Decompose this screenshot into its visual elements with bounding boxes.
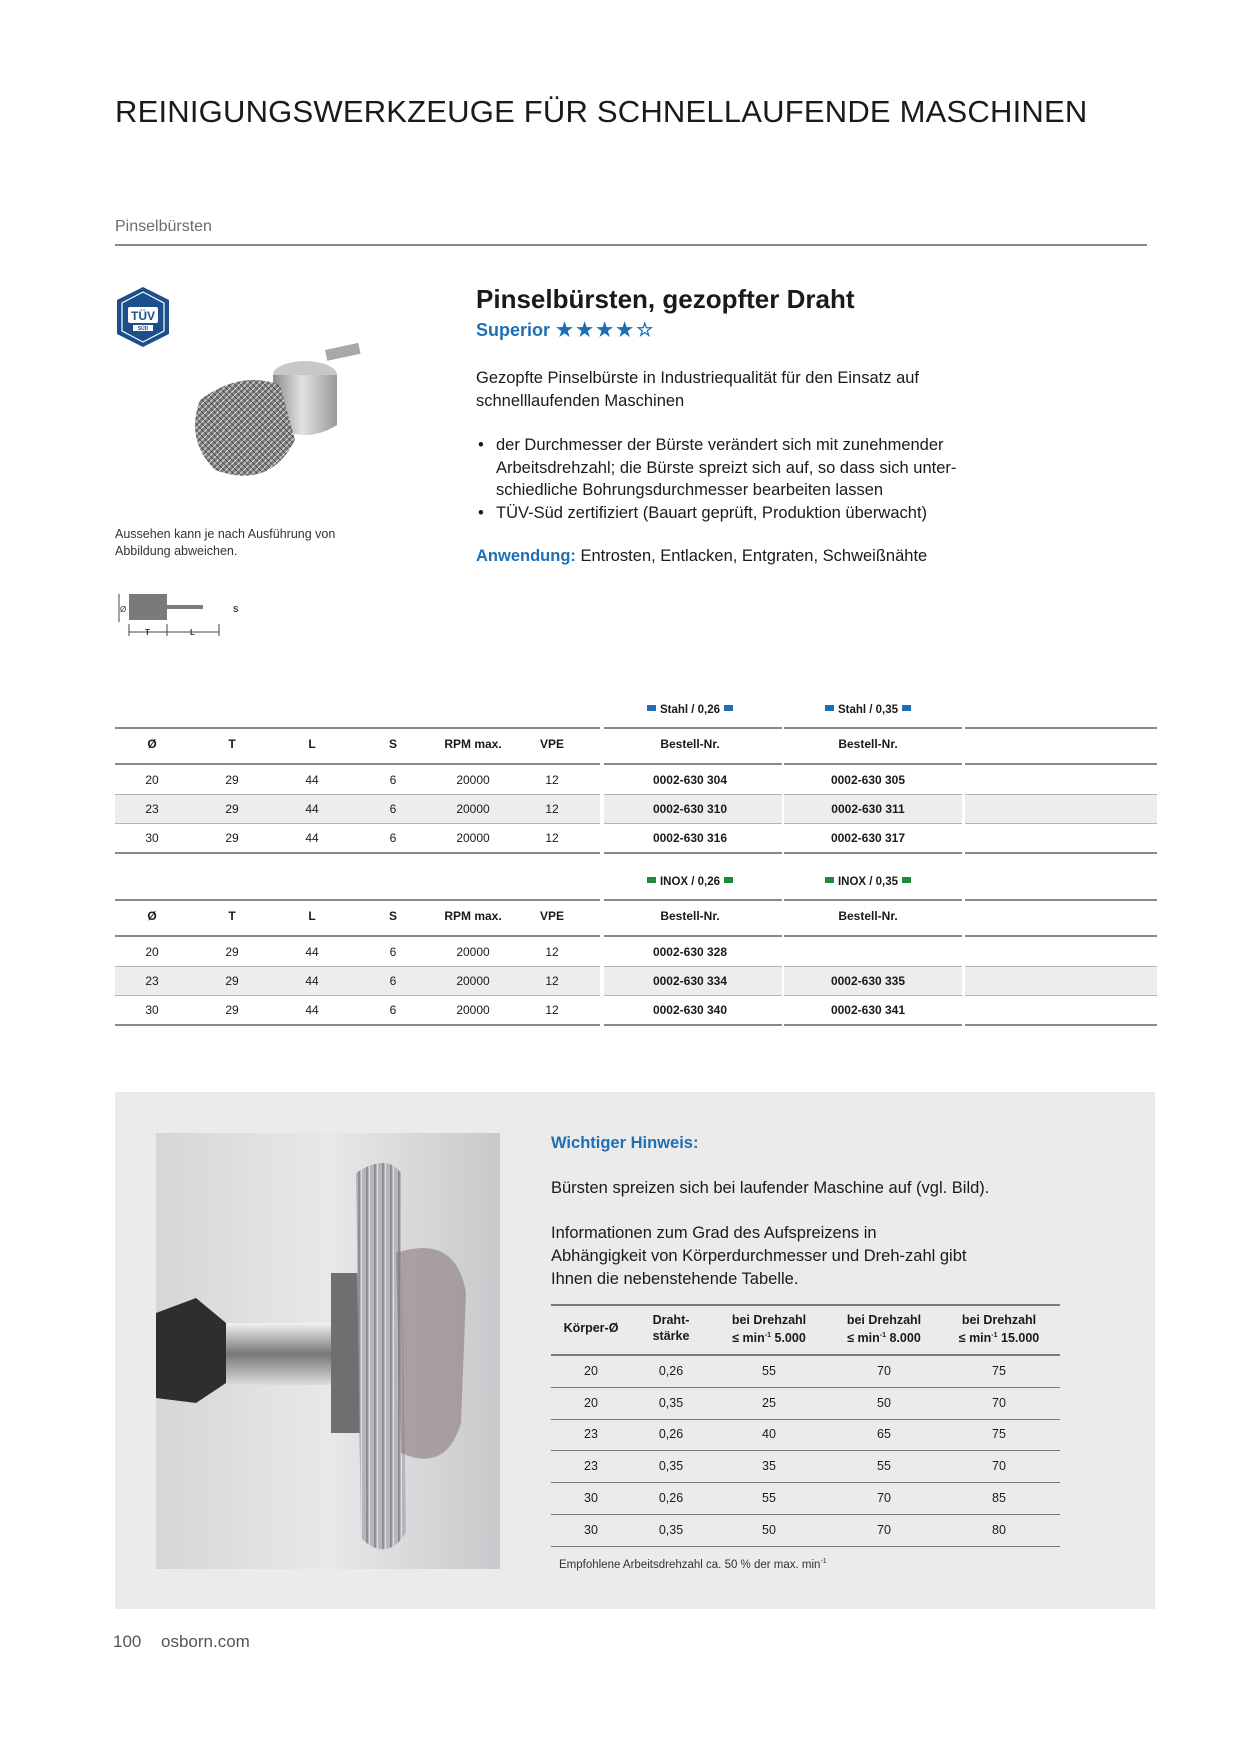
spread-cell: 65 <box>877 1427 891 1442</box>
spread-row <box>551 1419 1060 1450</box>
table-rule <box>115 763 600 765</box>
material-color-marker <box>902 705 911 711</box>
cell-order-number: 0002-630 310 <box>652 802 728 816</box>
spread-row-divider <box>551 1546 1060 1547</box>
image-caption: Aussehen kann je nach Ausführung von Abbildung abweichen. <box>115 527 336 558</box>
spread-header-cell <box>939 1312 1059 1346</box>
spread-cell: 0,35 <box>658 1522 684 1537</box>
spread-cell: 70 <box>877 1522 891 1537</box>
material-label-text: INOX / 0,26 <box>659 876 721 888</box>
table-row <box>115 996 1157 1025</box>
spread-cell: 75 <box>992 1427 1006 1442</box>
table-rule <box>784 763 962 765</box>
spread-cell: 20 <box>584 1395 598 1410</box>
material-label <box>599 704 781 716</box>
spread-header-text: 15.000 <box>997 1331 1040 1346</box>
cell-diameter: 30 <box>145 1003 159 1017</box>
spread-header-text: ≤ min <box>732 1331 765 1346</box>
table-rule <box>784 1024 962 1026</box>
material-color-marker <box>647 877 656 883</box>
cell-rpm-max: 20000 <box>456 974 490 988</box>
cell-order-number <box>778 938 958 967</box>
spread-cell: 50 <box>762 1522 776 1537</box>
table-rule <box>604 1024 782 1026</box>
header-cell: L <box>308 737 316 751</box>
dim-label-s: S <box>233 605 239 614</box>
cell-rpm-max: 20000 <box>456 802 490 816</box>
spread-header-cell <box>829 1312 939 1346</box>
dim-label-t: T <box>145 628 150 637</box>
spread-header-line: bei Drehzahl <box>731 1313 807 1327</box>
material-label <box>777 876 959 888</box>
star-empty-icon: ☆ <box>636 320 654 341</box>
cell-t: 29 <box>225 802 239 816</box>
table-header-row <box>115 902 1157 931</box>
cell-t: 29 <box>225 773 239 787</box>
header-cell: Ø <box>147 909 157 923</box>
cell-order-number: 0002-630 340 <box>652 1003 728 1017</box>
material-label <box>777 704 959 716</box>
spread-header-cell <box>551 1320 631 1336</box>
spread-header-text: 8.000 <box>886 1331 921 1346</box>
table-row <box>115 824 1157 853</box>
application-label: Anwendung: <box>476 547 576 565</box>
spread-row <box>551 1356 1060 1387</box>
table-rule <box>604 852 782 854</box>
spread-cell: 0,35 <box>658 1395 684 1410</box>
cell-order-number: 0002-630 317 <box>830 831 906 845</box>
application-text: Entrosten, Entlacken, Entgraten, Schweißnähte <box>580 547 928 565</box>
spread-header-line <box>939 1328 1059 1346</box>
spread-cell: 0,26 <box>658 1490 684 1505</box>
header-cell: RPM max. <box>444 909 502 923</box>
cell-l: 44 <box>305 831 319 845</box>
cell-rpm-max: 20000 <box>456 773 490 787</box>
cell-vpe: 12 <box>545 974 559 988</box>
cell-s: 6 <box>389 802 397 816</box>
cell-t: 29 <box>225 974 239 988</box>
spread-cell: 23 <box>584 1459 598 1474</box>
spread-header-line <box>829 1328 939 1346</box>
cell-vpe: 12 <box>545 773 559 787</box>
cell-s: 6 <box>389 945 397 959</box>
cell-diameter: 20 <box>145 773 159 787</box>
cell-l: 44 <box>305 1003 319 1017</box>
rating-stars <box>556 320 656 341</box>
feature-item: • TÜV-Süd zertifiziert (Bauart geprüft, Produktion überwacht) <box>476 502 996 525</box>
website-link: osborn.com <box>161 1632 250 1651</box>
spread-cell: 50 <box>877 1395 891 1410</box>
spread-row <box>551 1388 1060 1419</box>
header-cell: Bestell-Nr. <box>660 737 720 751</box>
spread-cell: 70 <box>992 1459 1006 1474</box>
svg-text:TÜV: TÜV <box>131 309 155 323</box>
knotted-brush-image <box>180 330 380 500</box>
material-color-marker <box>724 705 733 711</box>
table-rule <box>115 899 600 901</box>
cell-order-number: 0002-630 304 <box>652 773 728 787</box>
spreading-brush-photo <box>156 1133 500 1569</box>
material-color-marker <box>825 877 834 883</box>
header-cell: Bestell-Nr. <box>660 909 720 923</box>
dim-label-l: L <box>190 628 195 637</box>
section-divider <box>115 244 1147 246</box>
cell-vpe: 12 <box>545 831 559 845</box>
cell-order-number: 0002-630 311 <box>831 802 905 816</box>
note-paragraph-2: Informationen zum Grad des Aufspreizens in Abhängigkeit von Körperdurchmesser und Dreh-zahl gibt Ihnen die nebenstehende Tabelle. <box>551 1224 967 1288</box>
cell-l: 44 <box>305 974 319 988</box>
spread-header-text: stärke <box>652 1329 690 1343</box>
table-rule <box>784 899 962 901</box>
spread-header-sup: -1 <box>764 1332 772 1339</box>
spread-row <box>551 1483 1060 1514</box>
table-header-row <box>115 730 1157 759</box>
cell-order-number: 0002-630 328 <box>652 945 728 959</box>
spread-cell: 20 <box>584 1364 598 1378</box>
material-row <box>115 700 1157 724</box>
spread-cell: 30 <box>584 1522 598 1537</box>
cell-vpe: 12 <box>545 802 559 816</box>
spread-header-line: Draht- <box>652 1313 690 1327</box>
spread-cell: 30 <box>584 1490 598 1505</box>
footnote-text: Empfohlene Arbeitsdrehzahl ca. 50 % der max. min <box>559 1558 821 1571</box>
cell-rpm-max: 20000 <box>456 1003 490 1017</box>
header-cell: Bestell-Nr. <box>838 909 898 923</box>
dim-label-diameter: Ø <box>120 605 127 614</box>
header-cell: VPE <box>539 737 564 751</box>
cell-rpm-max: 20000 <box>456 945 490 959</box>
table-rule <box>604 935 782 937</box>
dimension-drawing <box>115 590 255 638</box>
material-label-text: Stahl / 0,35 <box>837 704 899 716</box>
product-title: Pinselbürsten, gezopfter Draht <box>476 284 855 314</box>
table-row <box>115 795 1157 824</box>
header-cell: T <box>228 737 236 751</box>
cell-diameter: 23 <box>145 802 159 816</box>
cell-diameter: 30 <box>145 831 159 845</box>
spread-header-line: Körper-Ø <box>563 1321 619 1335</box>
table-rule <box>965 763 1157 765</box>
table-rule <box>115 852 600 854</box>
header-cell: S <box>388 737 397 751</box>
table-rule <box>965 727 1157 729</box>
header-cell: Ø <box>147 737 157 751</box>
table-rule <box>115 935 600 937</box>
spread-header-text: ≤ min <box>958 1331 992 1346</box>
page-title: REINIGUNGSWERKZEUGE FÜR SCHNELLAUFENDE MASCHINEN <box>115 94 1088 129</box>
spread-header-cell <box>714 1312 824 1346</box>
table-rule <box>115 727 600 729</box>
header-cell: T <box>228 909 236 923</box>
feature-item: • der Durchmesser der Bürste verändert sich mit zunehmender Arbeitsdrehzahl; die Bürste spreizt sich auf, so dass sich unter-schiedliche Bohrungsdurchmesser bearbeiten lassen <box>476 434 996 502</box>
tuv-badge-icon <box>115 286 171 348</box>
spread-row <box>551 1451 1060 1482</box>
material-color-marker <box>825 705 834 711</box>
cell-s: 6 <box>389 1003 397 1017</box>
spread-header-cell <box>631 1312 711 1344</box>
table-rule <box>965 852 1157 854</box>
spread-header-sup: -1 <box>991 1332 998 1339</box>
cell-order-number: 0002-630 335 <box>830 974 906 988</box>
material-color-marker <box>902 877 911 883</box>
section-label: Pinselbürsten <box>115 218 212 235</box>
cell-vpe: 12 <box>545 945 559 959</box>
spread-cell: 75 <box>992 1364 1006 1378</box>
spread-header-sup: -1 <box>879 1332 887 1339</box>
cell-s: 6 <box>389 773 397 787</box>
material-label-text: INOX / 0,35 <box>837 876 899 888</box>
header-cell: RPM max. <box>444 737 502 751</box>
star-filled-icon: ★ <box>556 320 574 341</box>
spread-row <box>551 1515 1060 1546</box>
table-rule <box>965 935 1157 937</box>
note-heading: Wichtiger Hinweis: <box>551 1134 699 1152</box>
cell-s: 6 <box>389 974 397 988</box>
table-rule <box>784 935 962 937</box>
spread-cell: 80 <box>992 1522 1006 1537</box>
spread-cell: 70 <box>992 1395 1006 1410</box>
spread-header-line <box>714 1328 824 1346</box>
spread-header-text: ≤ min <box>847 1331 880 1346</box>
spread-cell: 35 <box>762 1459 776 1474</box>
application-line <box>476 547 927 566</box>
footnote-sup: -1 <box>820 1558 827 1565</box>
cell-vpe: 12 <box>545 1003 559 1017</box>
product-grade <box>476 320 656 341</box>
table-rule <box>784 727 962 729</box>
cell-order-number: 0002-630 341 <box>830 1003 906 1017</box>
cell-t: 29 <box>225 831 239 845</box>
cell-l: 44 <box>305 802 319 816</box>
header-cell: VPE <box>539 909 564 923</box>
spread-cell: 70 <box>877 1364 891 1378</box>
header-cell: L <box>308 909 316 923</box>
table-rule <box>965 899 1157 901</box>
cell-order-number: 0002-630 316 <box>652 831 728 845</box>
cell-s: 6 <box>389 831 397 845</box>
note-paragraph-1: Bürsten spreizen sich bei laufender Maschine auf (vgl. Bild). <box>551 1179 990 1197</box>
table-rule <box>115 1024 600 1026</box>
grade-label: Superior <box>476 320 551 340</box>
spread-cell: 55 <box>877 1459 891 1474</box>
material-color-marker <box>724 877 733 883</box>
cell-t: 29 <box>225 1003 239 1017</box>
spread-cell: 40 <box>762 1427 776 1442</box>
spread-header-text: 5.000 <box>771 1331 806 1346</box>
cell-diameter: 20 <box>145 945 159 959</box>
spread-table-footnote <box>559 1558 827 1571</box>
spread-header-line: bei Drehzahl <box>961 1313 1037 1327</box>
svg-text:SÜD: SÜD <box>137 326 149 332</box>
table-row <box>115 938 1157 967</box>
page-number: 100 <box>113 1632 142 1651</box>
cell-rpm-max: 20000 <box>456 831 490 845</box>
table-row <box>115 766 1157 795</box>
spread-cell: 25 <box>762 1395 776 1410</box>
material-color-marker <box>647 705 656 711</box>
table-rule <box>604 727 782 729</box>
feature-list <box>476 434 996 524</box>
material-label <box>599 876 781 888</box>
cell-l: 44 <box>305 945 319 959</box>
material-label-text: Stahl / 0,26 <box>659 704 721 716</box>
star-filled-icon: ★ <box>616 320 634 341</box>
cell-order-number: 0002-630 305 <box>830 773 906 787</box>
header-cell: S <box>388 909 397 923</box>
product-intro: Gezopfte Pinselbürste in Industriequalität für den Einsatz auf schnelllaufenden Maschinen <box>476 369 920 410</box>
star-filled-icon: ★ <box>576 320 594 341</box>
cell-t: 29 <box>225 945 239 959</box>
star-filled-icon: ★ <box>596 320 614 341</box>
spread-cell: 85 <box>992 1490 1006 1505</box>
header-cell: Bestell-Nr. <box>838 737 898 751</box>
spread-header-row <box>551 1312 1060 1348</box>
cell-order-number: 0002-630 334 <box>652 974 728 988</box>
spread-cell: 23 <box>584 1427 598 1442</box>
spread-table-rule <box>551 1304 1060 1306</box>
spread-cell: 70 <box>877 1490 891 1505</box>
cell-diameter: 23 <box>145 974 159 988</box>
spread-header-line: bei Drehzahl <box>846 1313 922 1327</box>
spread-cell: 0,35 <box>658 1459 684 1474</box>
spread-header-line <box>631 1328 711 1344</box>
table-rule <box>965 1024 1157 1026</box>
material-row <box>115 872 1157 896</box>
table-rule <box>604 763 782 765</box>
spread-cell: 55 <box>762 1490 776 1505</box>
table-rule <box>784 852 962 854</box>
spread-cell: 55 <box>762 1364 776 1378</box>
table-rule <box>604 899 782 901</box>
spread-cell: 0,26 <box>658 1364 684 1378</box>
table-row <box>115 967 1157 996</box>
spread-cell: 0,26 <box>658 1427 684 1442</box>
cell-l: 44 <box>305 773 319 787</box>
